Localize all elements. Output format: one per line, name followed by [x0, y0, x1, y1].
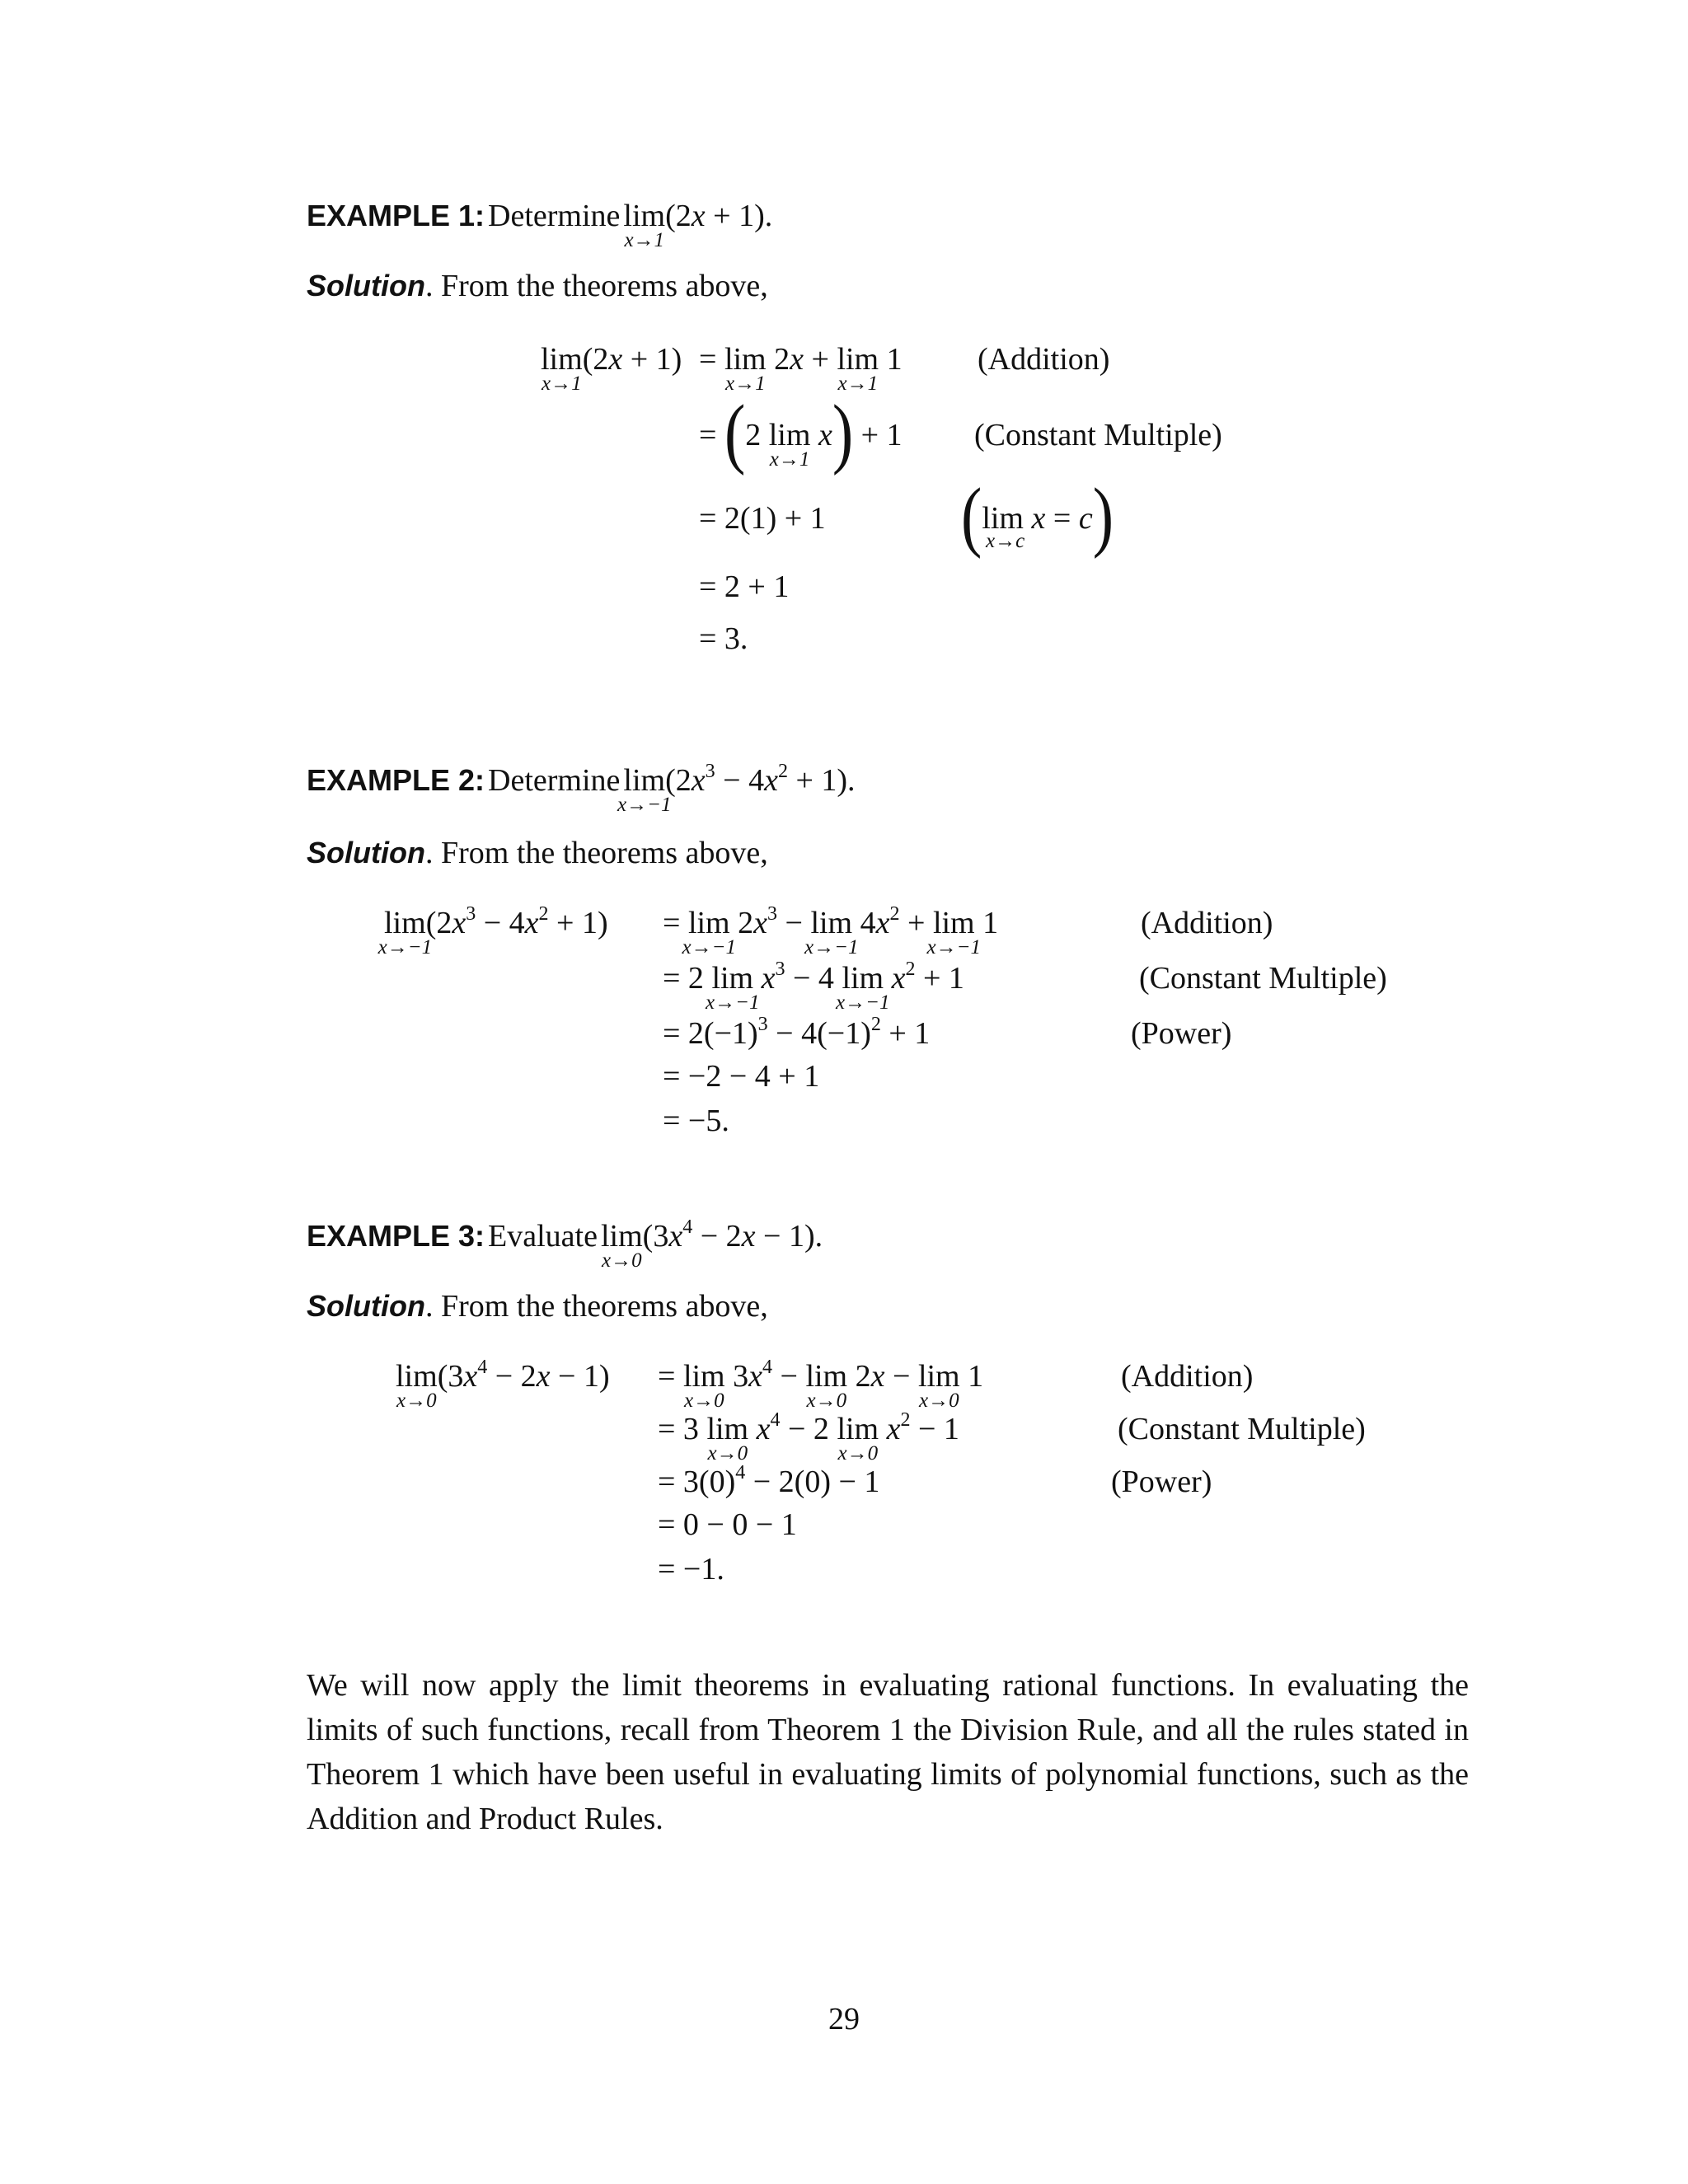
example-3-verb: Evaluate	[488, 1219, 598, 1254]
ex1-step-1-lhs: lim x→1 (2x + 1)	[541, 342, 682, 395]
ex3-step-4: = 0 − 0 − 1	[658, 1507, 797, 1542]
ex3-reason-1: (Addition)	[1121, 1359, 1254, 1394]
example-3-solution-intro	[307, 1288, 768, 1324]
example-3-problem: lim x→0 $(3x^4 - 2x - 1)$.	[600, 1216, 823, 1272]
ex1-reason-3: (lim x = c)	[961, 472, 1114, 560]
ex2-step-2: = 2 lim x→−1 $x^3 - 4$ lim x→−1 $x^2 + 1$	[663, 958, 964, 1014]
ex2-step-1-lhs: lim x→−1 $(2x^3 - 4x^2 + 1)$	[377, 903, 608, 958]
solution-label: Solution	[307, 269, 425, 302]
ex1-step-2: = (2 lim x→1 x) + 1	[699, 389, 903, 476]
ex3-step-2: = 3 lim x→0 $x^4 - 2$ lim x→0 $x^2 - 1$	[658, 1409, 959, 1465]
ex2-step-3: = $2(-1)^3 - 4(-1)^2 + 1$	[663, 1014, 931, 1051]
ex3-step-3: = $3(0)^4 - 2(0) - 1$	[658, 1462, 880, 1499]
ex3-step-1-rhs: = lim x→0 $3x^4 - \lim$ x→0 2x − lim x→0 1	[658, 1357, 984, 1412]
example-2-label: EXAMPLE 2:	[307, 763, 485, 797]
ex2-reason-3: (Power)	[1131, 1016, 1232, 1051]
example-2-solution-intro	[307, 835, 768, 871]
ex1-step-5: = 3.	[699, 621, 748, 656]
ex3-step-1-lhs: lim x→0 $(3x^4 - 2x - 1)$	[396, 1357, 610, 1412]
example-2-heading	[307, 761, 856, 816]
solution-label: Solution	[307, 836, 425, 869]
example-1-problem: lim x→1 (2x + 1).	[623, 199, 773, 251]
ex2-reason-2: (Constant Multiple)	[1139, 961, 1387, 996]
page-number: 29	[828, 2002, 860, 2036]
example-1-solution-intro	[307, 268, 768, 304]
ex2-step-4: = −2 − 4 + 1	[663, 1059, 820, 1094]
ex1-reason-1: (Addition)	[978, 342, 1110, 377]
solution-text: . From the theorems above,	[424, 836, 768, 870]
example-1-heading	[307, 198, 773, 251]
ex1-reason-3-text: lim x = c	[982, 501, 1093, 536]
solution-text: . From the theorems above,	[424, 269, 768, 303]
example-1-verb: Determine	[488, 199, 621, 233]
ex3-reason-3: (Power)	[1111, 1465, 1212, 1499]
ex1-step-3: = 2(1) + 1	[699, 501, 826, 536]
ex2-reason-1: (Addition)	[1141, 906, 1273, 940]
ex2-step-1-rhs: = lim x→−1 $2x^3 - \lim$ x→−1 $4x^2 + \lim$ x→−1 1	[663, 903, 999, 958]
example-1-label: EXAMPLE 1:	[307, 199, 485, 232]
ex3-step-5: = −1.	[658, 1552, 724, 1586]
ex1-step-1-rhs: = lim x→1 2x + lim x→1 1	[699, 342, 903, 395]
solution-text: . From the theorems above,	[424, 1289, 768, 1324]
ex1-reason-2: (Constant Multiple)	[974, 418, 1222, 452]
ex1-step-4: = 2 + 1	[699, 569, 790, 604]
example-3-label: EXAMPLE 3:	[307, 1219, 485, 1253]
example-2-verb: Determine	[488, 763, 621, 798]
solution-label: Solution	[307, 1289, 425, 1323]
body-paragraph: We will now apply the limit theorems in evaluating rational functions. In evaluating the limits of such functions, recall from Theorem 1 the Division Rule, and all the rules stated in Theorem 1 which have been useful in evaluating limits of polynomial functions, such as the Addition and Product Rules.	[307, 1668, 1469, 1836]
ex2-step-5: = −5.	[663, 1104, 729, 1138]
ex1-reason-3-sub: x→c	[986, 530, 1025, 552]
example-2-problem: lim x→−1 $(2x^3 - 4x^2 + 1)$.	[617, 761, 856, 816]
example-3-heading	[307, 1216, 823, 1272]
ex3-reason-2: (Constant Multiple)	[1118, 1412, 1366, 1446]
